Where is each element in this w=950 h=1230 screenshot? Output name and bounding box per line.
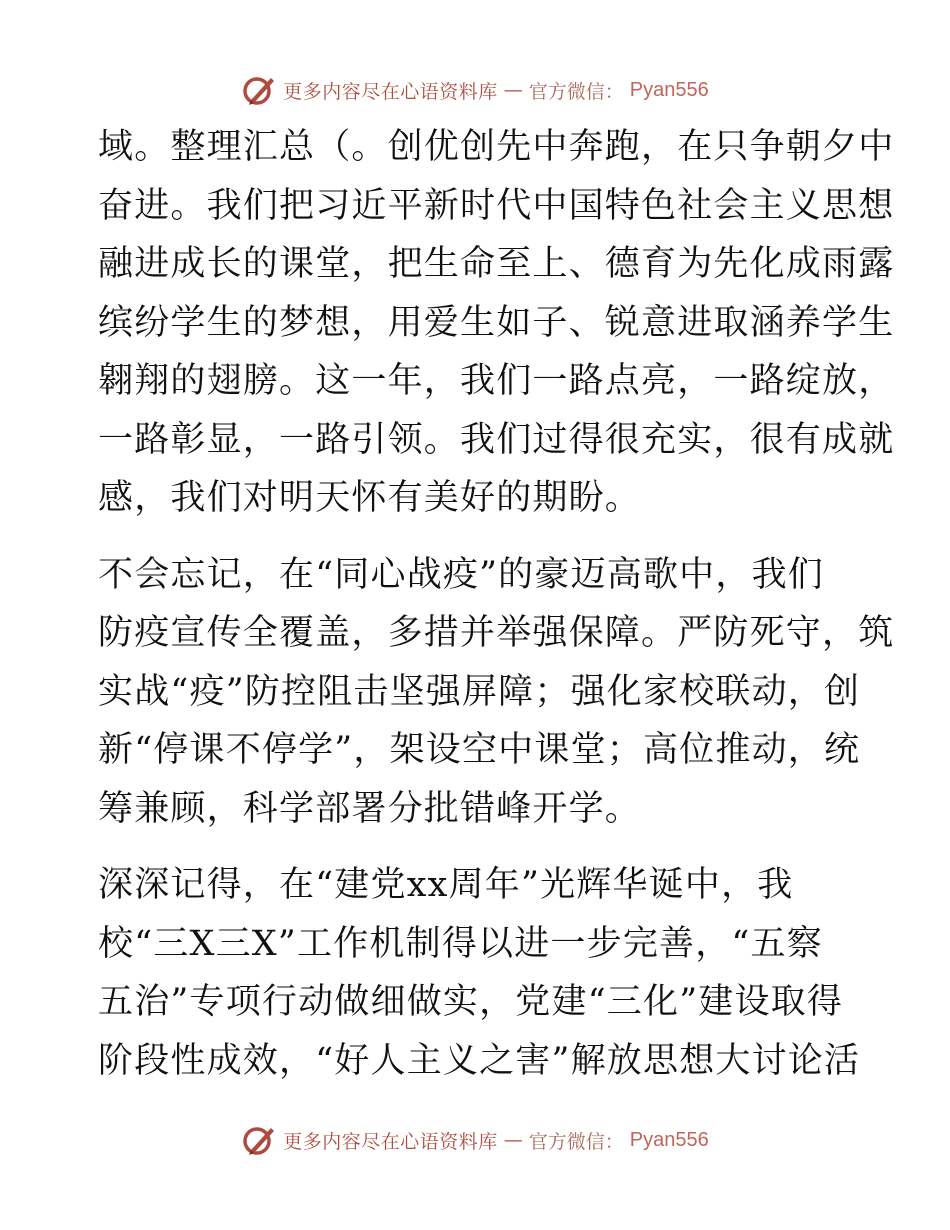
text-line: 一路彰显，一路引领。我们过得很充实，很有成就 xyxy=(98,419,895,460)
paragraph-gap xyxy=(98,528,858,546)
pen-circle-logo-icon xyxy=(241,1122,277,1158)
text-line: 融进成长的课堂，把生命至上、德育为先化成雨露 xyxy=(98,244,895,284)
paragraph-1 xyxy=(98,118,895,528)
header-banner xyxy=(0,70,950,110)
pen-circle-logo-icon xyxy=(241,72,277,108)
text-line: 翱翔的翅膀。这一年，我们一路点亮，一路绽放， xyxy=(98,361,895,401)
footer-banner xyxy=(0,1120,950,1160)
banner-dash: — xyxy=(503,1129,523,1151)
banner-wechat-id: Pyan556 xyxy=(629,78,709,101)
banner-wechat-id: Pyan556 xyxy=(629,1128,709,1151)
banner-dash: — xyxy=(503,79,523,101)
text-line: 奋进。我们把习近平新时代中国特色社会主义思想 xyxy=(98,185,895,226)
text-line: 实战“疫”防控阻击坚强屏障；强化家校联动，创 xyxy=(98,671,861,712)
banner-text: 更多内容尽在心语资料库 xyxy=(283,1130,498,1153)
text-line: 阶段性成效，“好人主义之害”解放思想大讨论活 xyxy=(98,1040,861,1081)
text-line: 不会忘记，在“同心战疫”的豪迈高歌中，我们 xyxy=(98,554,824,595)
banner-text: 更多内容尽在心语资料库 xyxy=(283,80,498,103)
banner-label: 官方微信： xyxy=(528,80,624,103)
paragraph-2 xyxy=(98,546,895,839)
text-line: 深深记得，在“建党xx周年”光辉华诞中，我 xyxy=(98,865,794,905)
document-body xyxy=(98,118,895,1090)
banner-label: 官方微信： xyxy=(528,1130,624,1153)
text-line: 感，我们对明天怀有美好的期盼。 xyxy=(98,478,642,518)
paragraph-3 xyxy=(98,856,861,1090)
text-line: 缤纷学生的梦想，用爱生如子、锐意进取涵养学生 xyxy=(98,302,895,343)
text-line: 校“三X三X”工作机制得以进一步完善，“五察 xyxy=(98,923,823,964)
text-line: 五治”专项行动做细做实，党建“三化”建设取得 xyxy=(98,982,844,1022)
text-line: 新“停课不停学”，架设空中课堂；高位推动，统 xyxy=(98,730,861,770)
paragraph-gap xyxy=(98,838,858,856)
text-line: 防疫宣传全覆盖，多措并举强保障。严防死守，筑 xyxy=(98,613,895,653)
text-line: 筹兼顾，科学部署分批错峰开学。 xyxy=(98,788,642,829)
text-line: 域。整理汇总（。创优创先中奔跑，在只争朝夕中 xyxy=(98,127,895,167)
